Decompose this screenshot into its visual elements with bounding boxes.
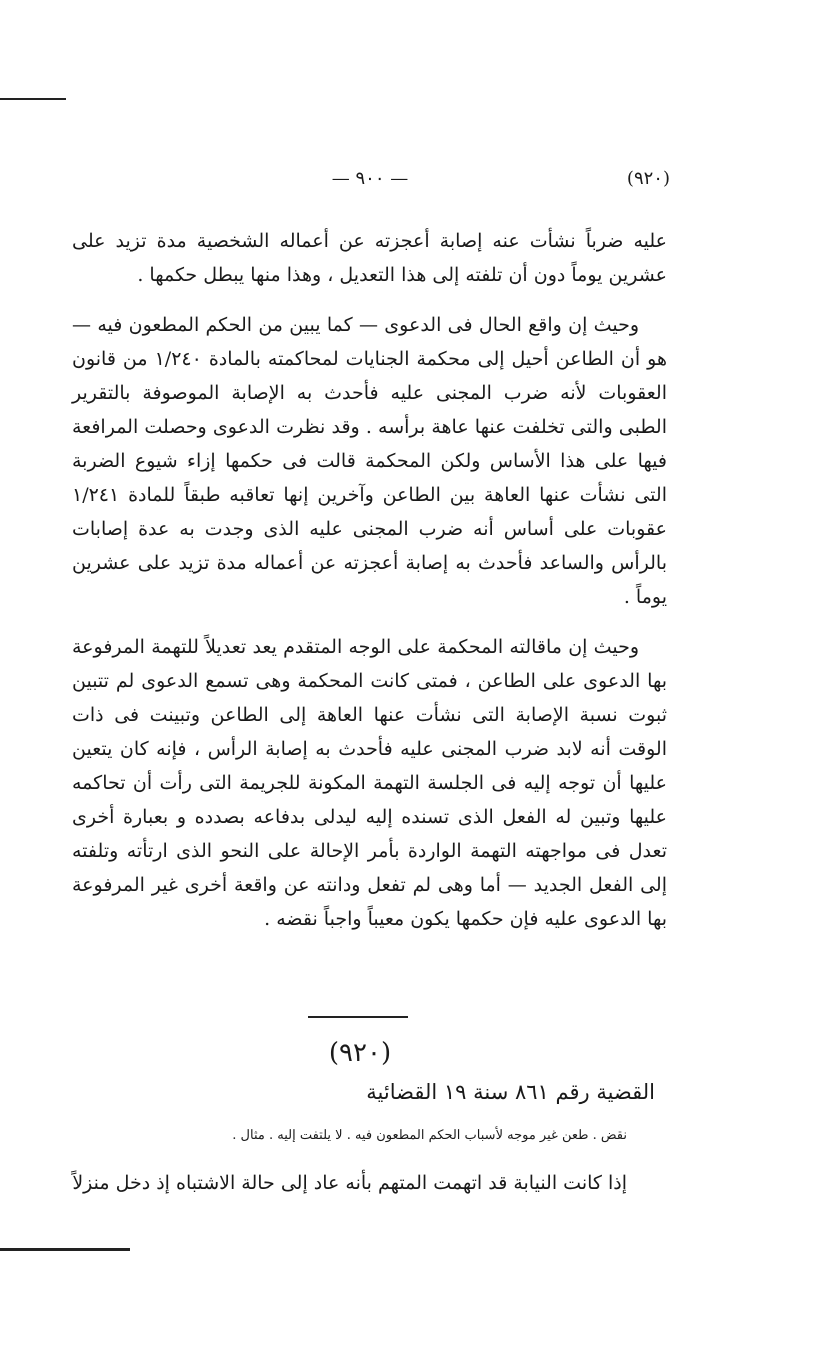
section-divider [308, 1016, 408, 1018]
paragraph: وحيث إن واقع الحال فى الدعوى — كما يبين من الحكم المطعون فيه — هو أن الطاعن أحيل إلى محكمة الجنايات لمحاكمته بالمادة ١/٢٤٠ من قانون العقوبات لأنه ضرب المجنى عليه فأحدث به الإصابة الموصوفة بالتقرير الطبى والتى تخلفت عنها عاهة برأسه . وقد نظرت الدعوى وحصلت المرافعة فيها على هذا الأساس ولكن المحكمة قالت فى حكمها إزاء شيوع الضربة التى نشأت عنها العاهة بين الطاعن وآخرين إنها تعاقبه طبقاً للمادة ١/٢٤١ عقوبات على أساس أنه ضرب المجنى عليه الذى وجدت به عدة إصابات بالرأس والساعد فأحدث به إصابة أعجزته عن أعماله مدة تزيد على عشرين يوماً . [72, 314, 667, 608]
scan-mark-bottom [0, 1248, 130, 1251]
page-header [70, 168, 670, 196]
case-number: (٩٢٠) [328, 1038, 392, 1068]
case-keywords: نقض . طعن غير موجه لأسباب الحكم المطعون فيه . لا يلتفت إليه . مثال . [232, 1128, 627, 1143]
paragraph: عليه ضرباً نشأت عنه إصابة أعجزته عن أعماله الشخصية مدة تزيد على عشرين يوماً دون أن تلفته إلى هذا التعديل ، وهذا منها يبطل حكمها . [72, 230, 667, 286]
paragraph: وحيث إن ماقالته المحكمة على الوجه المتقدم يعد تعديلاً للتهمة المرفوعة بها الدعوى على الطاعن ، فمتى كانت المحكمة وهى تسمع الدعوى لم تتبين ثبوت نسبة الإصابة التى نشأت عنها العاهة إلى الطاعن وتبينت فى ذات الوقت أنه لابد ضرب المجنى عليه فأحدث به إصابة الرأس ، فإنه كان يتعين عليها أن توجه إليه فى الجلسة التهمة المكونة للجريمة التى رأت أن تحاكمه عليها وتبين له الفعل الذى تسنده إليه ليدلى بدفاعه بصدده و بعبارة أخرى تعدل فى مواجهته التهمة الواردة بأمر الإحالة على النحو الذى ارتأته وتلفته إلى الفعل الجديد — أما وهى لم تفعل ودانته عن واقعة أخرى غير المرفوعة بها الدعوى عليه فإن حكمها يكون معيباً واجباً نقضه . [72, 636, 667, 930]
header-page-number: — ٩٠٠ — [331, 168, 409, 189]
case-summary: إذا كانت النيابة قد اتهمت المتهم بأنه عاد إلى حالة الاشتباه إذ دخل منزلاً [72, 1172, 627, 1194]
body-text [72, 224, 667, 952]
case-title: القضية رقم ٨٦١ سنة ١٩ القضائية [366, 1080, 655, 1104]
scan-mark-top [0, 98, 66, 100]
header-case-number: (٩٢٠) [626, 168, 670, 189]
